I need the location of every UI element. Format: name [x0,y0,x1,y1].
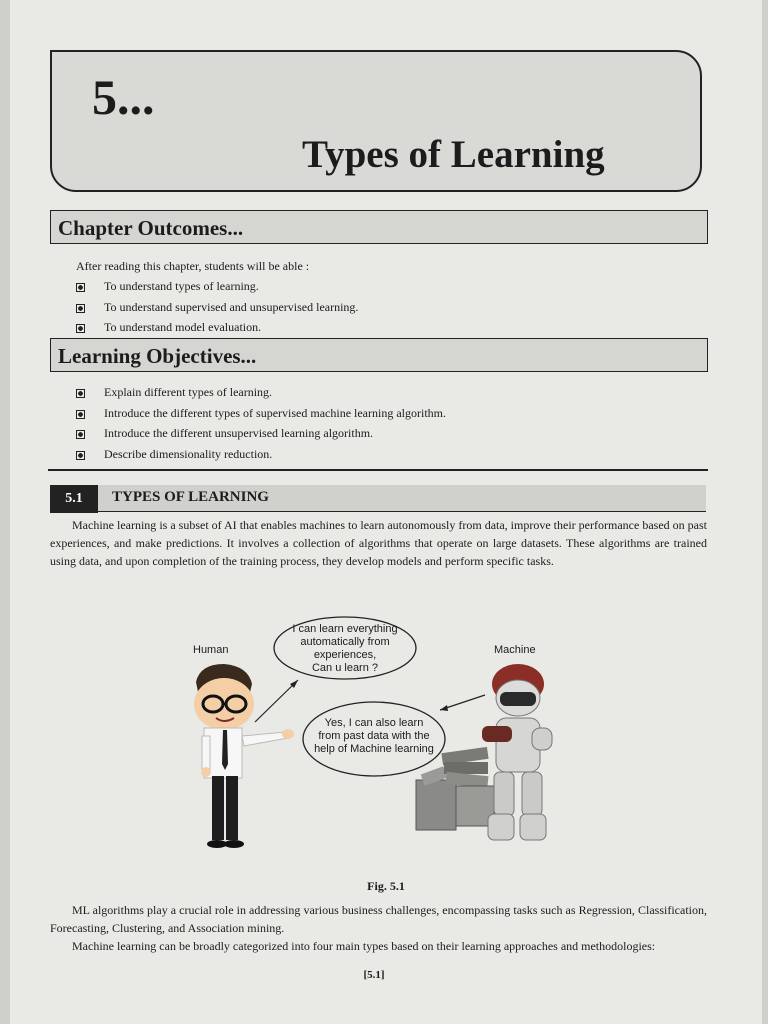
divider [48,469,708,471]
machine-label: Machine [494,644,536,656]
paragraph-ml-algorithms: ML algorithms play a crucial role in addressing various business challenges, encompassing tasks such as Regression, Classification, Forecasting, Clustering, and Association mining. [50,903,707,935]
outcomes-heading: Chapter Outcomes... [58,216,244,240]
human-label: Human [193,644,229,656]
bubble-machine-text: Yes, I can also learn from past data with the help of Machine learning [314,717,434,755]
outcomes-list [76,279,358,341]
list-item: Describe dimensionality reduction. [76,447,446,468]
section-title: TYPES OF LEARNING [112,489,269,505]
outcomes-heading-box [50,210,708,244]
list-item: To understand types of learning. [76,279,358,300]
list-item: To understand model evaluation. [76,320,358,341]
chapter-title: Types of Learning [302,133,605,176]
paragraph-intro: Machine learning is a subset of AI that enables machines to learn autonomously from data, improve their performance based on past experiences, and make predictions. It involves a collection of algorithms that operate on large datasets. These algorithms are trained using data, and upon completion of the training process, they develop models and perform specific tasks. [50,518,707,568]
list-item: To understand supervised and unsupervised learning. [76,300,358,321]
section-number: 5.1 [50,485,98,513]
list-item: Introduce the different types of supervised machine learning algorithm. [76,406,446,427]
list-item: Explain different types of learning. [76,385,446,406]
objectives-heading: Learning Objectives... [58,344,257,368]
objectives-heading-box [50,338,708,372]
chapter-number: 5... [92,69,155,125]
page [10,0,762,1024]
outcomes-intro: After reading this chapter, students will be able : [76,259,310,273]
figure-caption: Fig. 5.1 [367,879,405,893]
paragraph-categories: Machine learning can be broadly categorized into four main types based on their learning approaches and methodologies: [72,939,656,953]
bubble-human-text: I can learn everything automatically from experiences, Can u learn ? [292,623,398,674]
human-figure [194,664,294,848]
page-number: [5.1] [363,969,385,981]
objectives-list [76,385,446,467]
list-item: Introduce the different unsupervised learning algorithm. [76,426,446,447]
